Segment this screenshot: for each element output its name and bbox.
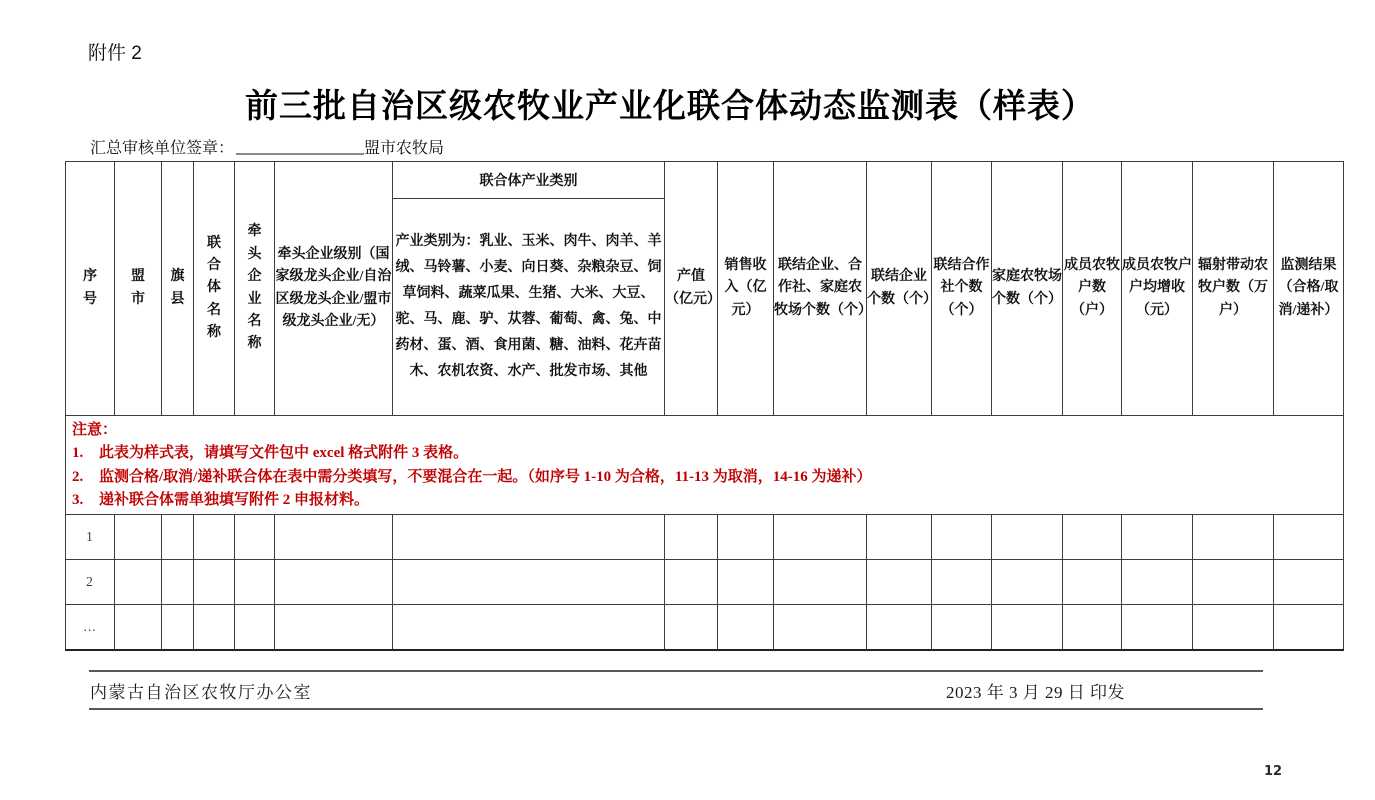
- empty-cell: [162, 605, 194, 650]
- empty-cell: [115, 560, 162, 605]
- col-header-lead-enterprise-level: 牵头企业级别（国家级龙头企业/自治区级龙头企业/盟市级龙头企业/无）: [275, 162, 393, 416]
- note-item-1-number: 1.: [72, 445, 84, 462]
- empty-cell: [1274, 560, 1344, 605]
- row-1-seq: 1: [66, 515, 115, 560]
- empty-cell: [867, 515, 932, 560]
- col-header-radiated-households: 辐射带动农牧户数（万户）: [1193, 162, 1274, 416]
- col-header-member-income-increase: 成员农牧户户均增收（元）: [1122, 162, 1193, 416]
- empty-cell: [932, 515, 992, 560]
- document-footer: [89, 670, 1263, 710]
- col-header-league-city: [115, 162, 162, 416]
- empty-cell: [665, 605, 718, 650]
- col-header-linked-cooperatives: 联结合作社个数（个）: [932, 162, 992, 416]
- empty-cell: [867, 560, 932, 605]
- attachment-label: 附件 2: [88, 43, 142, 64]
- empty-cell: [1063, 560, 1122, 605]
- col-header-banner-county-label: 旗县: [170, 269, 185, 307]
- empty-cell: [1122, 515, 1193, 560]
- empty-cell: [162, 515, 194, 560]
- col-header-sales-revenue: 销售收入（亿元）: [718, 162, 774, 416]
- col-header-monitoring-result: 监测结果（合格/取消/递补）: [1274, 162, 1344, 416]
- empty-cell: [992, 605, 1063, 650]
- empty-cell: [718, 605, 774, 650]
- table-row-ellipsis: [66, 605, 1344, 650]
- note-item-2-number: 2.: [72, 468, 84, 485]
- empty-cell: [1122, 605, 1193, 650]
- empty-cell: [393, 605, 665, 650]
- col-header-banner-county: [162, 162, 194, 416]
- empty-cell: [718, 560, 774, 605]
- signature-suffix: 盟市农牧局: [364, 140, 445, 157]
- empty-cell: [867, 605, 932, 650]
- industry-description-cell: 产业类别为：乳业、玉米、肉牛、肉羊、羊绒、马铃薯、小麦、向日葵、杂粮杂豆、饲草饲料、蔬菜瓜果、生猪、大米、大豆、驼、马、鹿、驴、苁蓉、葡萄、禽、兔、中药材、蛋、酒、食用菌、糖、油料、花卉苗木、农机农资、水产、批发市场、其他: [393, 199, 665, 416]
- empty-cell: [1063, 605, 1122, 650]
- col-header-seq: [66, 162, 115, 416]
- signature-line: [90, 135, 444, 158]
- note-item-2-text: 监测合格/取消/递补联合体在表中需分类填写，不要混合在一起。（如序号 1-10 为合格，11-13 为取消，14-16 为递补）: [99, 468, 872, 485]
- empty-cell: [665, 560, 718, 605]
- row-2-seq: 2: [66, 560, 115, 605]
- monitoring-table: [65, 161, 1344, 651]
- page-title: 前三批自治区级农牧业产业化联合体动态监测表（样表）: [245, 87, 1095, 124]
- empty-cell: [774, 515, 867, 560]
- empty-cell: [115, 605, 162, 650]
- col-header-member-households: 成员农牧户数（户）: [1063, 162, 1122, 416]
- col-header-lead-enterprise-name-label: 牵头企业名称: [247, 224, 262, 352]
- col-header-consortium-name-label: 联合体名称: [206, 235, 221, 341]
- empty-cell: [235, 605, 275, 650]
- empty-cell: [115, 515, 162, 560]
- empty-cell: [932, 605, 992, 650]
- page-number: 12: [1264, 764, 1283, 779]
- header-row: [66, 162, 1344, 199]
- table-row-2: [66, 560, 1344, 605]
- empty-cell: [1193, 515, 1274, 560]
- note-item-1: [72, 442, 1337, 465]
- empty-cell: [992, 560, 1063, 605]
- issuing-office: 内蒙古自治区农牧厅办公室: [90, 682, 312, 702]
- note-item-3: [72, 489, 1337, 512]
- col-header-seq-label: 序号: [82, 269, 97, 307]
- signature-prefix: 汇总审核单位签章：: [90, 140, 235, 157]
- table-row-1: [66, 515, 1344, 560]
- empty-cell: [1063, 515, 1122, 560]
- col-header-family-farms: 家庭农牧场个数（个）: [992, 162, 1063, 416]
- empty-cell: [275, 560, 393, 605]
- notes-title: 注意：: [72, 422, 118, 438]
- empty-cell: [235, 560, 275, 605]
- empty-cell: [1274, 515, 1344, 560]
- empty-cell: [1193, 605, 1274, 650]
- col-header-output-value: 产值（亿元）: [665, 162, 718, 416]
- empty-cell: [1122, 560, 1193, 605]
- col-header-linked-enterprises: 联结企业个数（个）: [867, 162, 932, 416]
- empty-cell: [774, 605, 867, 650]
- empty-cell: [665, 515, 718, 560]
- note-item-1-text: 此表为样式表，请填写文件包中 excel 格式附件 3 表格。: [99, 445, 469, 462]
- col-header-linked-total: 联结企业、合作社、家庭农牧场个数（个）: [774, 162, 867, 416]
- empty-cell: [718, 515, 774, 560]
- col-header-league-city-label: 盟市: [130, 269, 145, 307]
- empty-cell: [194, 515, 235, 560]
- empty-cell: [162, 560, 194, 605]
- col-header-consortium-name: [194, 162, 235, 416]
- empty-cell: [275, 605, 393, 650]
- empty-cell: [992, 515, 1063, 560]
- empty-cell: [932, 560, 992, 605]
- notes-row: [66, 416, 1344, 515]
- note-item-3-text: 递补联合体需单独填写附件 2 申报材料。: [99, 491, 370, 508]
- empty-cell: [1193, 560, 1274, 605]
- notes-cell: [66, 416, 1344, 515]
- empty-cell: [194, 560, 235, 605]
- empty-cell: [235, 515, 275, 560]
- empty-cell: [194, 605, 235, 650]
- note-item-2: [72, 466, 1337, 489]
- empty-cell: [1274, 605, 1344, 650]
- signature-blank-underline: [236, 140, 364, 155]
- row-ellipsis-seq: ...: [66, 605, 115, 650]
- empty-cell: [393, 515, 665, 560]
- empty-cell: [275, 515, 393, 560]
- col-header-industry-group: 联合体产业类别: [393, 162, 665, 199]
- empty-cell: [393, 560, 665, 605]
- empty-cell: [774, 560, 867, 605]
- col-header-lead-enterprise-name: [235, 162, 275, 416]
- note-item-3-number: 3.: [72, 491, 84, 508]
- issue-date: 2023 年 3 月 29 日 印发: [946, 682, 1125, 702]
